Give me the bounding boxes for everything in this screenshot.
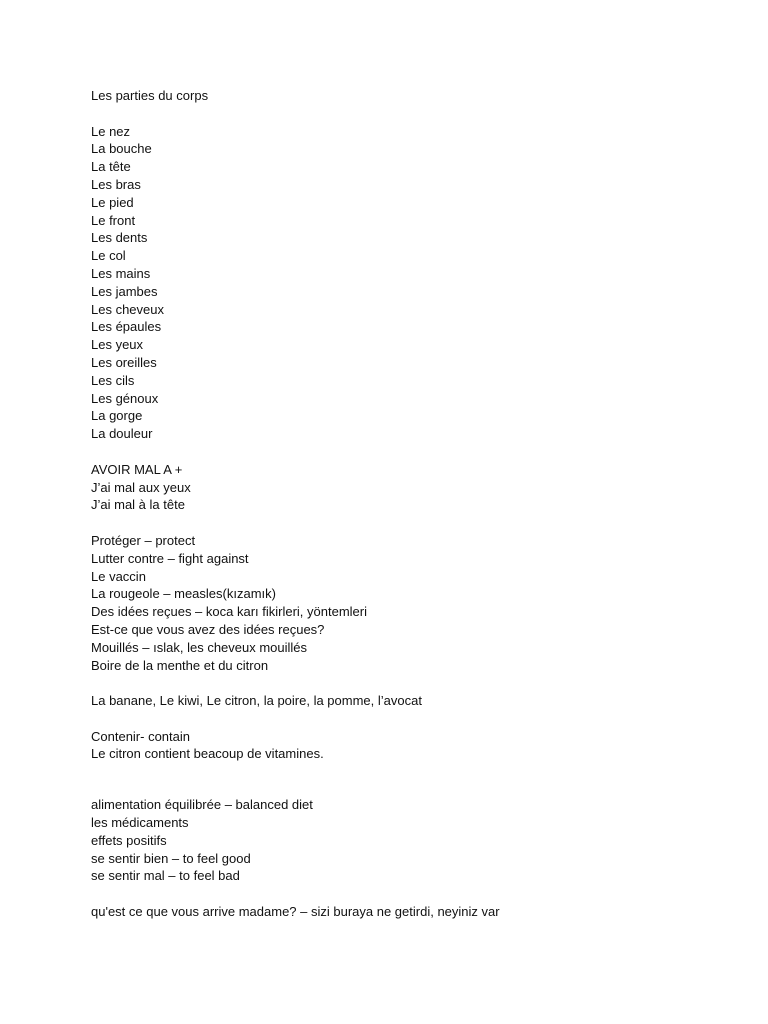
list-item: La douleur [91, 426, 153, 442]
example-sentence: J’ai mal aux yeux [91, 479, 191, 495]
document-content [91, 87, 731, 921]
vocab-line: les médicaments [91, 815, 189, 831]
vocab-line: Est-ce que vous avez des idées reçues? [91, 621, 325, 637]
avoir-mal-section [91, 461, 731, 514]
vocab-line: La rougeole – measles(kızamık) [91, 586, 276, 602]
list-item: La tête [91, 159, 131, 175]
list-item: Les oreilles [91, 354, 157, 370]
fruits-line: La banane, Le kiwi, Le citron, la poire, la pomme, l’avocat [91, 693, 422, 709]
vocab-line: se sentir bien – to feel good [91, 850, 251, 866]
vocab-line: Le vaccin [91, 568, 146, 584]
example-sentence: J’ai mal à la tête [91, 497, 185, 513]
paragraph-spacer [91, 674, 731, 692]
list-item: La bouche [91, 141, 152, 157]
example-sentence: Le citron contient beacoup de vitamines. [91, 746, 324, 762]
list-item: Le col [91, 248, 126, 264]
health-section [91, 796, 731, 885]
paragraph-spacer [91, 885, 731, 903]
list-item: Le pied [91, 194, 134, 210]
list-item: Le nez [91, 123, 131, 139]
vocab-line: Contenir- contain [91, 728, 190, 744]
list-item: Les mains [91, 265, 151, 281]
vocab-line: alimentation équilibrée – balanced diet [91, 797, 313, 813]
list-item: Les yeux [91, 337, 144, 353]
paragraph-spacer [91, 710, 731, 728]
list-item: Les dents [91, 230, 148, 246]
contenir-section [91, 728, 731, 764]
vocab-line: Mouillés – ıslak, les cheveux mouillés [91, 639, 308, 655]
list-item: Les génoux [91, 390, 159, 406]
list-item: Le front [91, 212, 136, 228]
list-item: Les bras [91, 176, 141, 192]
paragraph-spacer [91, 763, 731, 796]
paragraph-spacer [91, 443, 731, 461]
vocab-line: Protéger – protect [91, 532, 196, 548]
section-heading: AVOIR MAL A + [91, 461, 183, 477]
vocab-line: Des idées reçues – koca karı fikirleri, yöntemleri [91, 604, 367, 620]
question-line: qu'est ce que vous arrive madame? – sizi buraya ne getirdi, neyiniz var [91, 904, 500, 920]
list-item: Les cheveux [91, 301, 164, 317]
list-item: La gorge [91, 408, 143, 424]
vocab-line: Boire de la menthe et du citron [91, 657, 269, 673]
vocab-line: effets positifs [91, 832, 167, 848]
vocabulary-section [91, 532, 731, 674]
paragraph-spacer [91, 514, 731, 532]
vocab-line: se sentir mal – to feel bad [91, 868, 240, 884]
list-item: Les jambes [91, 283, 158, 299]
document-title: Les parties du corps [91, 88, 209, 103]
list-item: Les cils [91, 372, 135, 388]
list-item: Les épaules [91, 319, 162, 335]
vocab-line: Lutter contre – fight against [91, 550, 249, 566]
body-parts-list [91, 123, 731, 443]
